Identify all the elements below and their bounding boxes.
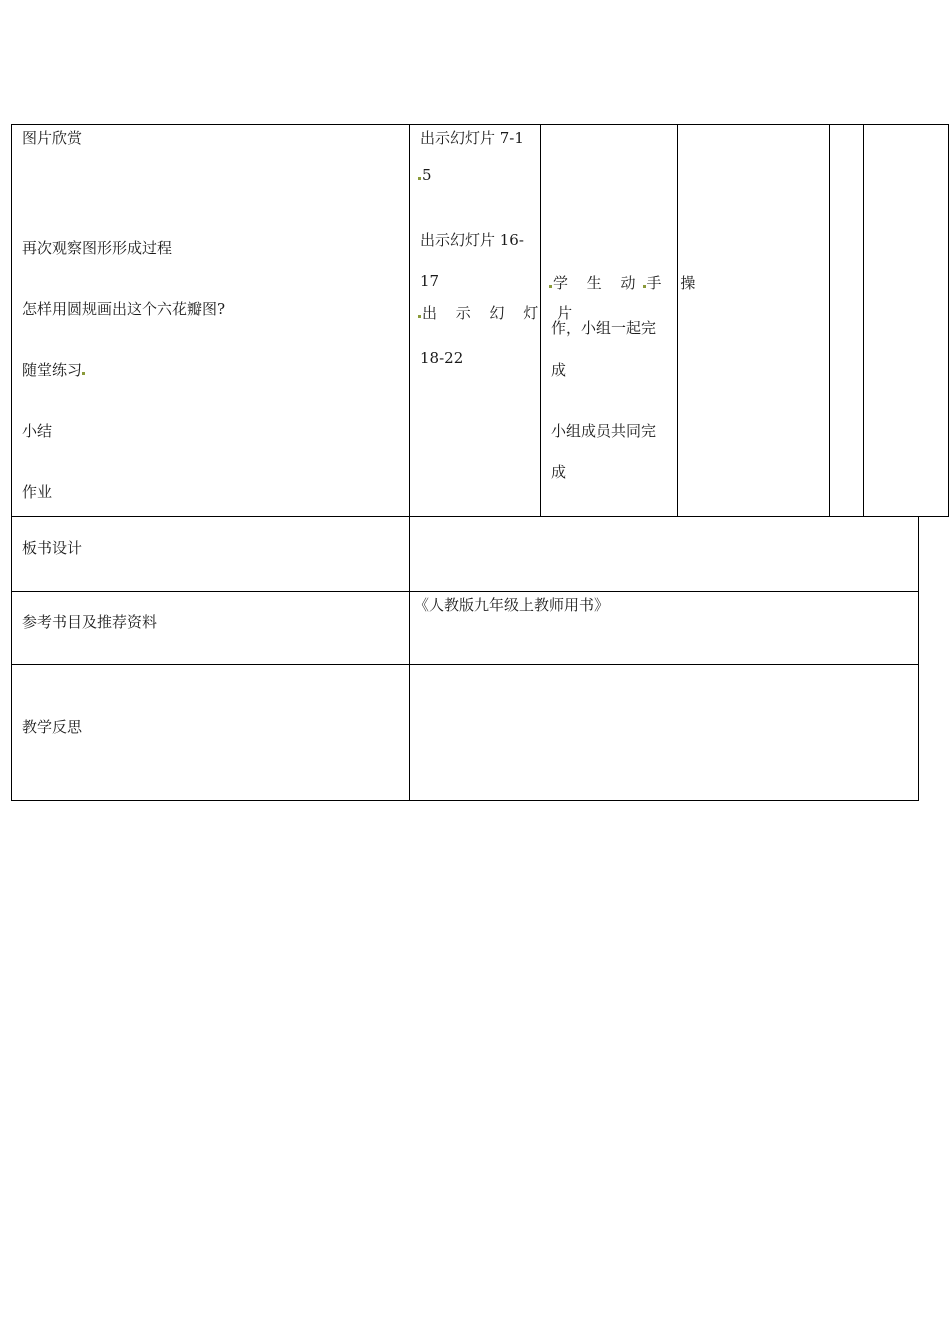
marker-dot (82, 372, 85, 375)
slide-c-line2: 18-22 (420, 349, 464, 367)
item-observe-process: 再次观察图形形成过程 (22, 239, 173, 257)
item-classroom-practice-label: 随堂练习 (22, 361, 83, 379)
student-line5: 成 (551, 463, 567, 481)
reflection-label: 教学反思 (22, 718, 83, 736)
student-line3: 成 (551, 361, 567, 379)
lower-table-bottom-border (11, 800, 919, 801)
board-design-label: 板书设计 (22, 539, 83, 557)
activity-table-col-divider-3 (677, 124, 678, 517)
lower-table-row-border-2 (11, 664, 919, 665)
activity-table-right-border (948, 124, 949, 517)
activity-table-col-divider-4 (829, 124, 830, 517)
marker-dot (643, 285, 646, 288)
activity-table-col-divider-1 (409, 124, 410, 517)
references-label: 参考书目及推荐资料 (22, 613, 158, 631)
student-line1-part1: 学 生 动 (553, 274, 643, 292)
lower-table-left-border (11, 516, 12, 801)
student-line1-part2: 手 操 (646, 274, 703, 292)
activity-table-top-border (11, 124, 949, 125)
item-homework: 作业 (22, 483, 53, 501)
references-value: 《人教版九年级上教师用书》 (414, 596, 610, 614)
activity-table-bottom-border (11, 516, 949, 517)
slide-b-line2: 17 (420, 272, 440, 290)
slide-c-line1-text: 出 示 幻 灯 片 (422, 304, 580, 322)
activity-table-col-divider-5 (863, 124, 864, 517)
item-compass-question: 怎样用圆规画出这个六花瓣图? (22, 300, 226, 318)
student-line4: 小组成员共同完 (551, 422, 657, 440)
item-summary: 小结 (22, 422, 53, 440)
item-classroom-practice (22, 360, 86, 380)
item-picture-appreciation: 图片欣赏 (22, 129, 83, 147)
student-line2: 作，小组一起完 (551, 319, 657, 337)
lower-table-right-border (918, 516, 919, 801)
lower-table-col-divider (409, 516, 410, 801)
slide-b-line1: 出示幻灯片 16- (420, 231, 524, 249)
lower-table-row-border-1 (11, 591, 919, 592)
slide-a-line2 (418, 165, 432, 185)
student-line1 (549, 273, 702, 293)
slide-a-line2-text: 5 (422, 166, 432, 184)
activity-table-left-border (11, 124, 12, 517)
marker-dot (418, 177, 421, 180)
marker-dot (418, 315, 421, 318)
slide-a-line1: 出示幻灯片 7-1 (420, 129, 524, 147)
marker-dot (549, 285, 552, 288)
